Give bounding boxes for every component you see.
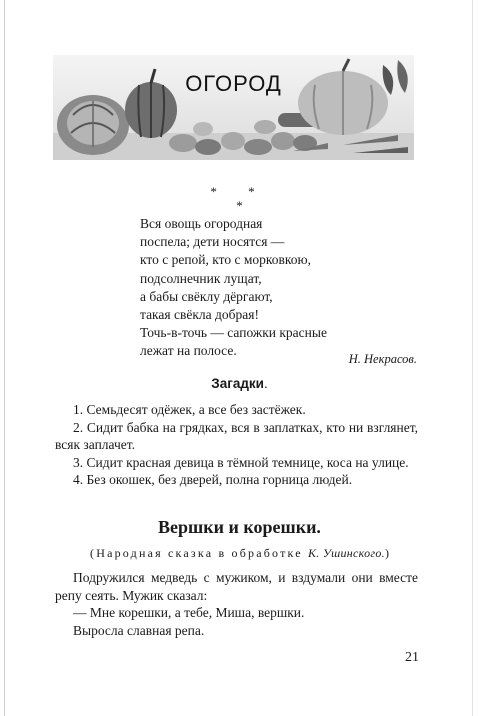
story-title: Вершки и корешки. [158, 517, 321, 537]
riddles-heading-dot: . [263, 376, 268, 391]
poem-line: лежат на полосе. [140, 343, 237, 359]
page-number: 21 [405, 650, 419, 665]
riddle-item: 1. Семьдесят одёжек, а все без застёжек. [73, 402, 306, 417]
header-illustration [53, 55, 414, 160]
subtitle-prefix: (Народная сказка в обработке [90, 546, 308, 560]
riddles-heading-text: Загадки [211, 376, 264, 391]
poem-line: подсолнечник лущат, [140, 270, 262, 286]
story-paragraph: Выросла славная репа. [73, 622, 205, 638]
riddle-item: 4. Без окошек, без дверей, полна горница людей. [73, 472, 353, 487]
riddle-item: 3. Сидит красная девица в тёмной темнице, коса на улице. [73, 454, 409, 470]
separator-stars-top: * * [210, 184, 269, 199]
riddles-list [55, 401, 418, 489]
section-title: ОГОРОД [185, 71, 282, 96]
poem-author: Н. Некрасов. [348, 352, 417, 366]
story-text [55, 569, 418, 639]
poem-line: кто с репой, кто с морковкою, [140, 252, 312, 268]
riddle-item: 2. Сидит бабка на грядках, вся в заплатках, кто ни взглянет, всяк заплачет. [55, 419, 418, 452]
page-edge-left [4, 0, 5, 716]
poem-line: Точь-в-точь — сапожки красные [140, 325, 327, 341]
separator-stars-bottom: * [236, 198, 243, 213]
story-paragraph: Подружился медведь с мужиком, и вздумали они вместе репу сеять. Мужик сказал: [55, 570, 418, 603]
poem-line: а бабы свёклу дёргают, [140, 288, 273, 304]
page-edge-right [472, 0, 473, 716]
poem-line: такая свёкла добрая! [140, 307, 259, 323]
subtitle-author: К. Ушинского. [308, 546, 385, 560]
poem-line: Вся овощь огородная [140, 216, 263, 231]
subtitle-suffix: ) [384, 546, 389, 560]
story-subtitle [0, 546, 479, 561]
story-paragraph: — Мне корешки, а тебе, Миша, вершки. [73, 605, 305, 620]
poem-line: поспела; дети носятся — [140, 234, 285, 250]
poem [140, 215, 327, 361]
riddles-heading [0, 376, 479, 391]
